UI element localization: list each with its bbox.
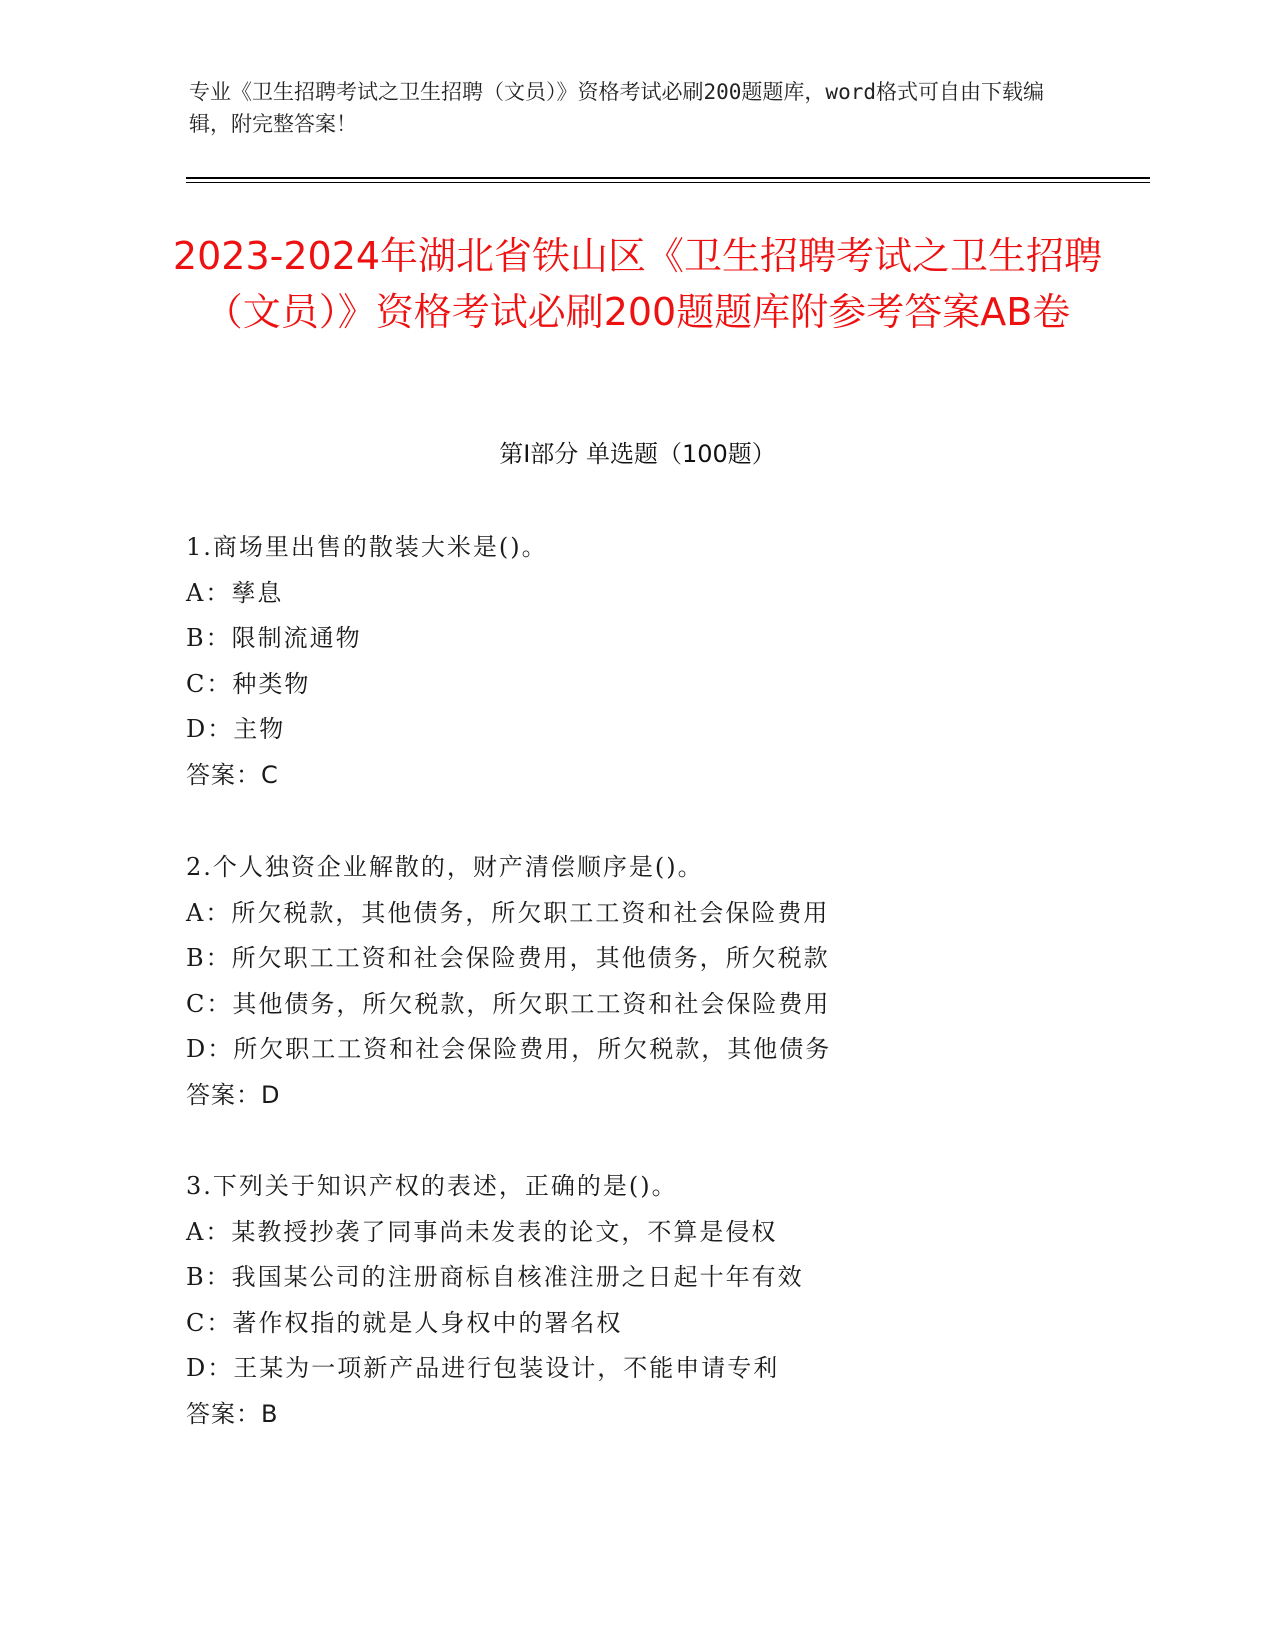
option-b: B：限制流通物: [186, 624, 362, 652]
question-2: [186, 845, 1086, 1118]
question-stem: 3.下列关于知识产权的表述，正确的是()。: [186, 1172, 678, 1200]
question-stem: 2.个人独资企业解散的，财产清偿顺序是()。: [186, 853, 704, 881]
option-d: D：主物: [186, 715, 286, 743]
option-d: D：王某为一项新产品进行包装设计，不能申请专利: [186, 1354, 780, 1382]
option-c: C：种类物: [186, 669, 311, 698]
option-b: B：所欠职工工资和社会保险费用，其他债务，所欠税款: [186, 944, 830, 972]
question-3: [186, 1164, 1086, 1437]
option-a: A：孳息: [186, 578, 284, 607]
question-stem: 1.商场里出售的散装大米是()。: [186, 533, 548, 561]
answer-line: 答案：D: [186, 1080, 281, 1109]
option-a: A：所欠税款，其他债务，所欠职工工资和社会保险费用: [186, 898, 830, 927]
section-heading: 第Ⅰ部分 单选题（100题）: [499, 440, 776, 468]
option-c: C：著作权指的就是人身权中的署名权: [186, 1308, 623, 1337]
option-d: D：所欠职工工资和社会保险费用，所欠税款，其他债务: [186, 1035, 832, 1063]
question-1: [186, 525, 1086, 798]
header-note: 专业《卫生招聘考试之卫生招聘（文员）》资格考试必刷200题题库，word格式可自由下载编辑，附完整答案！: [189, 80, 1044, 136]
document-title: 2023-2024年湖北省铁山区《卫生招聘考试之卫生招聘（文员）》资格考试必刷200题题库附参考答案AB卷: [172, 234, 1103, 334]
option-b: B：我国某公司的注册商标自核准注册之日起十年有效: [186, 1263, 804, 1291]
answer-line: 答案：B: [186, 1399, 279, 1428]
header-rule-thin: [186, 182, 1150, 183]
answer-line: 答案：C: [186, 760, 279, 789]
option-c: C：其他债务，所欠税款，所欠职工工资和社会保险费用: [186, 989, 831, 1018]
option-a: A：某教授抄袭了同事尚未发表的论文，不算是侵权: [186, 1217, 778, 1246]
header-rule-thick: [186, 177, 1150, 179]
